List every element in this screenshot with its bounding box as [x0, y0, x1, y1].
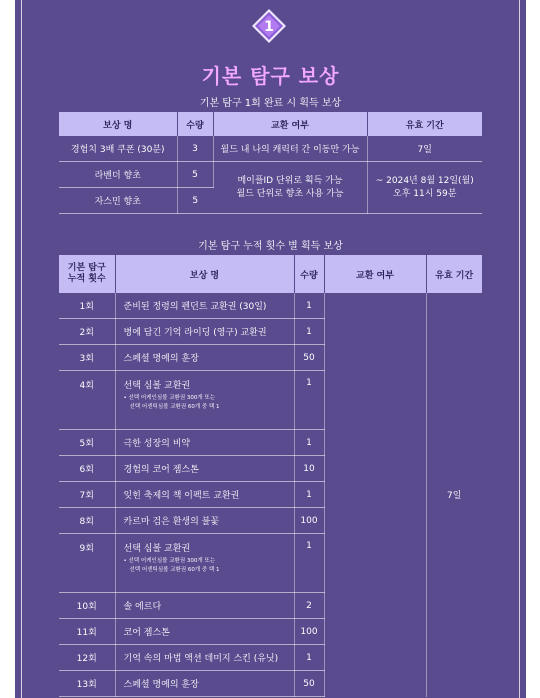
period-line: 오후 11시 59분 [393, 188, 457, 199]
first-clear-reward-table [59, 112, 482, 214]
reward-quantity: 2 [294, 593, 324, 619]
reward-name: 스페셜 명예의 훈장 [115, 345, 294, 371]
reward-quantity: 50 [294, 345, 324, 371]
count-cell: 5회 [59, 430, 115, 456]
reward-quantity: 1 [294, 645, 324, 671]
reward-quantity: 1 [294, 293, 324, 319]
count-cell: 7회 [59, 482, 115, 508]
reward-note [124, 557, 294, 575]
reward-name: 극한 성장의 비약 [115, 430, 294, 456]
count-cell: 2회 [59, 319, 115, 345]
reward-name: 기억 속의 마법 액션 데미지 스킨 (유닛) [115, 645, 294, 671]
header-exchange: 교환 여부 [213, 112, 367, 136]
header-reward-name: 보상 명 [115, 255, 294, 293]
subtitle-cumulative-reward: 기본 탐구 누적 횟수 별 획득 보상 [198, 241, 343, 252]
reward-quantity: 5 [177, 162, 213, 188]
reward-note [124, 394, 294, 412]
table-row [59, 293, 482, 319]
reward-quantity: 1 [294, 319, 324, 345]
table-row [59, 162, 482, 188]
note-line: 선택 어센틱심볼 교환권 60개 중 택 1 [129, 567, 220, 573]
count-cell: 12회 [59, 645, 115, 671]
count-cell: 8회 [59, 508, 115, 534]
reward-period: 7일 [367, 136, 482, 162]
reward-quantity: 1 [294, 371, 324, 430]
subtitle-first-reward: 기본 탐구 1회 완료 시 획득 보상 [199, 98, 342, 109]
table-header-row [59, 255, 482, 293]
header-reward-name: 보상 명 [59, 112, 177, 136]
section-title: 기본 탐구 보상 [201, 64, 340, 88]
reward-quantity: 1 [294, 430, 324, 456]
period-merged-cell: 7일 [447, 491, 462, 502]
note-line: • 선택 어케인심볼 교환권 300개 또는 [124, 394, 294, 403]
header-period: 유효 기간 [426, 255, 482, 293]
reward-name: 경험치 3배 쿠폰 (30분) [59, 136, 177, 162]
note-line: • 선택 어케인심볼 교환권 300개 또는 [124, 557, 294, 566]
count-cell: 9회 [59, 534, 115, 593]
header-count-line1: 기본 탐구 [67, 263, 106, 273]
reward-quantity: 10 [294, 456, 324, 482]
reward-panel [15, 0, 526, 698]
header-quantity: 수량 [294, 255, 324, 293]
badge-number: 1 [264, 19, 274, 35]
header-exchange: 교환 여부 [324, 255, 426, 293]
count-cell: 13회 [59, 671, 115, 697]
reward-quantity: 100 [294, 508, 324, 534]
reward-quantity: 3 [177, 136, 213, 162]
reward-quantity: 1 [294, 482, 324, 508]
exchange-merged-cell [324, 293, 426, 697]
count-cell: 1회 [59, 293, 115, 319]
reward-quantity: 100 [294, 619, 324, 645]
cumulative-reward-table [59, 255, 482, 697]
count-cell: 11회 [59, 619, 115, 645]
reward-name: 코어 젬스톤 [115, 619, 294, 645]
count-cell: 3회 [59, 345, 115, 371]
reward-name: 경험의 코어 젬스톤 [115, 456, 294, 482]
count-cell: 6회 [59, 456, 115, 482]
reward-quantity: 5 [177, 188, 213, 214]
reward-name: 준비된 정령의 펜던트 교환권 (30일) [115, 293, 294, 319]
reward-name-with-note [115, 371, 294, 430]
reward-name: 스페셜 명예의 훈장 [115, 671, 294, 697]
header-count-line2: 누적 횟수 [67, 274, 106, 284]
reward-quantity: 1 [294, 534, 324, 593]
note-line: 선택 어센틱심볼 교환권 60개 중 택 1 [129, 404, 220, 410]
table-row [59, 136, 482, 162]
header-quantity: 수량 [177, 112, 213, 136]
section-number-badge [251, 8, 287, 44]
reward-name: 카르마 검은 환생의 불꽃 [115, 508, 294, 534]
count-cell: 10회 [59, 593, 115, 619]
reward-name: 선택 심볼 교환권 [123, 381, 191, 391]
period-line: ~ 2024년 8월 12일(월) [375, 175, 474, 186]
reward-name: 자스민 향초 [59, 188, 177, 214]
reward-exchange: 월드 내 나의 캐릭터 간 이동만 가능 [213, 136, 367, 162]
exchange-line: 메이플ID 단위로 획득 가능 [237, 175, 343, 186]
header-period: 유효 기간 [367, 112, 482, 136]
reward-period-merged [367, 162, 482, 214]
reward-exchange-merged [213, 162, 367, 214]
reward-name-with-note [115, 534, 294, 593]
reward-name: 병에 담긴 기억 라이딩 (영구) 교환권 [115, 319, 294, 345]
reward-name: 선택 심볼 교환권 [123, 544, 191, 554]
header-cumulative-count [59, 255, 115, 293]
reward-name: 잊힌 축제의 책 이펙트 교환권 [115, 482, 294, 508]
count-cell: 4회 [59, 371, 115, 430]
exchange-line: 월드 단위로 향초 사용 가능 [236, 188, 344, 199]
reward-name: 솔 에르다 [115, 593, 294, 619]
reward-quantity: 50 [294, 671, 324, 697]
table-header-row [59, 112, 482, 136]
reward-name: 라벤더 향초 [59, 162, 177, 188]
